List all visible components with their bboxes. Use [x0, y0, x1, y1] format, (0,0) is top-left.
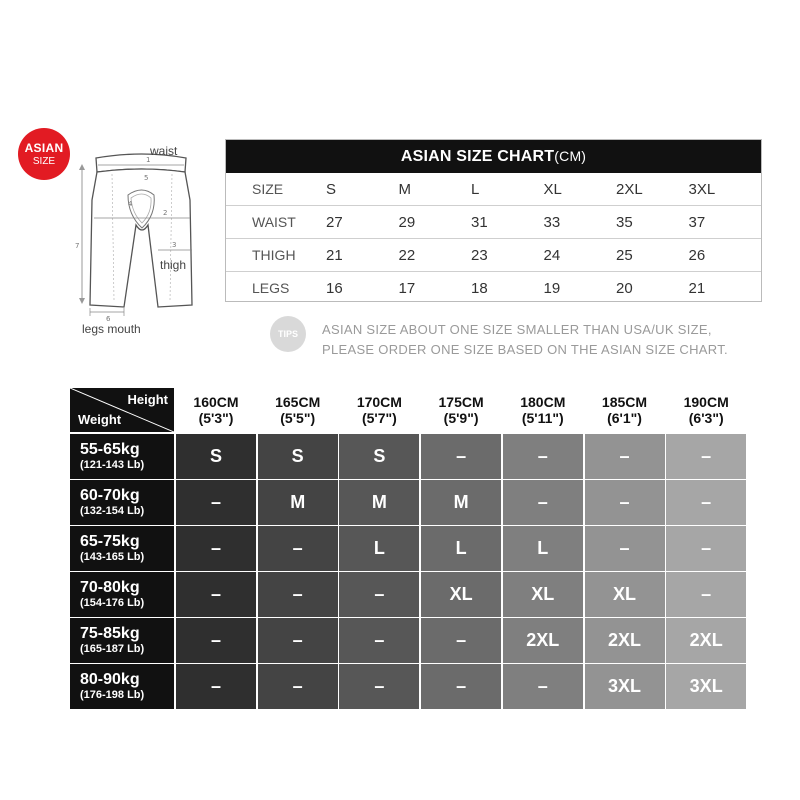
height-cm: 160CM: [193, 394, 239, 410]
asian-cell: 3XL: [688, 180, 716, 198]
asian-cell: 23: [471, 246, 488, 264]
height-ft: (5'3"): [198, 410, 234, 426]
size-cell: XL: [421, 572, 501, 617]
asian-cell: 18: [471, 279, 488, 297]
height-column-header: [176, 388, 256, 432]
asian-cell: 2XL: [616, 180, 643, 198]
asian-cell: 29: [398, 213, 416, 231]
asian-cell: L: [471, 180, 480, 198]
height-cm: 180CM: [520, 394, 566, 410]
weight-row-header: [70, 480, 174, 525]
size-cell-empty: –: [258, 618, 338, 663]
shorts-outline-icon: [72, 140, 222, 340]
height-ft: (5'11"): [521, 410, 564, 426]
asian-cell: 19: [543, 279, 561, 297]
asian-cell: 37: [688, 213, 706, 231]
asian-cell: 16: [326, 279, 343, 297]
size-cell-empty: –: [176, 572, 256, 617]
asian-cell: XL: [543, 180, 562, 198]
size-cell-empty: –: [666, 434, 746, 479]
chart-title-unit: (CM): [554, 148, 587, 164]
badge-line-1: ASIAN: [24, 141, 64, 155]
size-cell-empty: –: [339, 618, 419, 663]
height-column-header: [503, 388, 583, 432]
tips-line-1: ASIAN SIZE ABOUT ONE SIZE SMALLER THAN USA/UK SIZE,: [322, 322, 712, 337]
grid-corner: [70, 388, 174, 432]
asian-row-thigh: [226, 239, 761, 272]
asian-row-label: LEGS: [252, 280, 290, 296]
asian-cell: 24: [543, 246, 561, 264]
size-cell: M: [421, 480, 501, 525]
weight-row-header: [70, 618, 174, 663]
height-column-header: [585, 388, 665, 432]
height-ft: (5'9"): [443, 410, 479, 426]
asian-cell: 35: [616, 213, 633, 231]
size-cell: 2XL: [503, 618, 583, 663]
height-ft: (6'3"): [688, 410, 724, 426]
size-cell: 3XL: [585, 664, 665, 709]
size-cell-empty: –: [503, 434, 583, 479]
size-cell: 2XL: [666, 618, 746, 663]
size-cell-empty: –: [503, 664, 583, 709]
asian-size-badge: [18, 128, 70, 180]
height-cm: 175CM: [438, 394, 484, 410]
size-cell: L: [339, 526, 419, 571]
asian-row-waist: [226, 206, 761, 239]
height-ft: (6'1"): [607, 410, 642, 426]
size-cell-empty: –: [258, 526, 338, 571]
asian-cell: 27: [326, 213, 343, 231]
size-cell: M: [339, 480, 419, 525]
chart-title-text: ASIAN SIZE CHART: [400, 148, 555, 165]
asian-cell: 25: [616, 246, 633, 264]
size-cell-empty: –: [421, 434, 501, 479]
weight-row-header: [70, 664, 174, 709]
size-cell-empty: –: [585, 434, 665, 479]
size-cell: XL: [503, 572, 583, 617]
asian-cell: M: [398, 180, 411, 198]
size-cell: 3XL: [666, 664, 746, 709]
shorts-diagram: [72, 140, 222, 340]
asian-row-label: THIGH: [252, 247, 296, 263]
weight-row-header: [70, 434, 174, 479]
size-cell: L: [421, 526, 501, 571]
size-cell: L: [503, 526, 583, 571]
tips-text: [322, 320, 728, 360]
weight-row-header: [70, 526, 174, 571]
asian-cell: 33: [543, 213, 561, 231]
marker-3: 3: [172, 241, 177, 249]
size-cell-empty: –: [258, 572, 338, 617]
size-cell-empty: –: [339, 664, 419, 709]
asian-cell: S: [326, 180, 337, 198]
size-cell-empty: –: [666, 572, 746, 617]
size-cell: 2XL: [585, 618, 665, 663]
asian-row-label: WAIST: [252, 214, 296, 230]
weight-lb: (121-143 Lb): [80, 458, 145, 471]
marker-1: 1: [146, 156, 151, 164]
asian-size-rows: [226, 173, 761, 304]
size-cell-empty: –: [503, 480, 583, 525]
height-cm: 170CM: [356, 394, 402, 410]
size-cell-empty: –: [585, 480, 665, 525]
asian-row-legs: [226, 272, 761, 304]
corner-weight-label: Weight: [78, 412, 122, 427]
size-cell-empty: –: [421, 664, 501, 709]
size-cell-empty: –: [666, 526, 746, 571]
asian-row-label: SIZE: [252, 181, 284, 197]
height-column-header: [421, 388, 501, 432]
asian-row-size: [226, 173, 761, 206]
waist-label: waist: [150, 144, 178, 158]
size-cell: M: [258, 480, 338, 525]
size-cell-empty: –: [421, 618, 501, 663]
weight-lb: (132-154 Lb): [80, 504, 145, 517]
size-cell-empty: –: [176, 664, 256, 709]
asian-cell: 20: [616, 279, 633, 297]
size-cell-empty: –: [176, 480, 256, 525]
height-ft: (5'5"): [280, 410, 316, 426]
height-weight-size-grid: [70, 388, 748, 706]
weight-kg: 80-90kg: [80, 670, 140, 688]
size-cell: XL: [585, 572, 665, 617]
asian-cell: 26: [688, 246, 706, 264]
marker-2: 2: [163, 209, 168, 217]
weight-kg: 70-80kg: [80, 578, 140, 596]
marker-5: 5: [144, 174, 149, 182]
asian-cell: 21: [326, 246, 343, 264]
weight-lb: (165-187 Lb): [80, 642, 145, 655]
marker-7: 7: [75, 242, 80, 250]
asian-size-chart: [225, 139, 762, 302]
height-ft: (5'7"): [361, 410, 397, 426]
height-cm: 185CM: [601, 394, 648, 410]
weight-lb: (143-165 Lb): [80, 550, 145, 563]
weight-kg: 55-65kg: [80, 440, 140, 458]
weight-row-header: [70, 572, 174, 617]
weight-kg: 60-70kg: [80, 486, 140, 504]
height-column-header: [339, 388, 419, 432]
asian-cell: 21: [688, 279, 706, 297]
size-cell-empty: –: [258, 664, 338, 709]
size-cell: S: [258, 434, 338, 479]
weight-kg: 75-85kg: [80, 624, 140, 642]
size-cell-empty: –: [666, 480, 746, 525]
weight-lb: (154-176 Lb): [80, 596, 145, 609]
tips-line-2: PLEASE ORDER ONE SIZE BASED ON THE ASIAN SIZE CHART.: [322, 342, 728, 357]
badge-line-2: SIZE: [32, 156, 56, 167]
size-cell-empty: –: [585, 526, 665, 571]
marker-4: 4: [128, 200, 133, 208]
weight-kg: 65-75kg: [80, 532, 140, 550]
asian-cell: 31: [471, 213, 488, 231]
size-cell-empty: –: [176, 618, 256, 663]
tips-icon: TIPS: [270, 316, 306, 352]
height-cm: 190CM: [683, 394, 729, 410]
size-cell: S: [339, 434, 419, 479]
height-column-header: [666, 388, 746, 432]
asian-size-chart-title: [226, 140, 761, 173]
size-cell-empty: –: [339, 572, 419, 617]
asian-cell: 17: [398, 279, 416, 297]
marker-6: 6: [106, 315, 111, 323]
size-cell: S: [176, 434, 256, 479]
asian-cell: 22: [398, 246, 416, 264]
height-cm: 165CM: [275, 394, 321, 410]
size-cell-empty: –: [176, 526, 256, 571]
thigh-label: thigh: [160, 258, 187, 272]
weight-lb: (176-198 Lb): [80, 688, 145, 701]
corner-height-label: Height: [127, 392, 168, 407]
height-column-header: [258, 388, 338, 432]
legs-mouth-label: legs mouth: [82, 322, 141, 336]
